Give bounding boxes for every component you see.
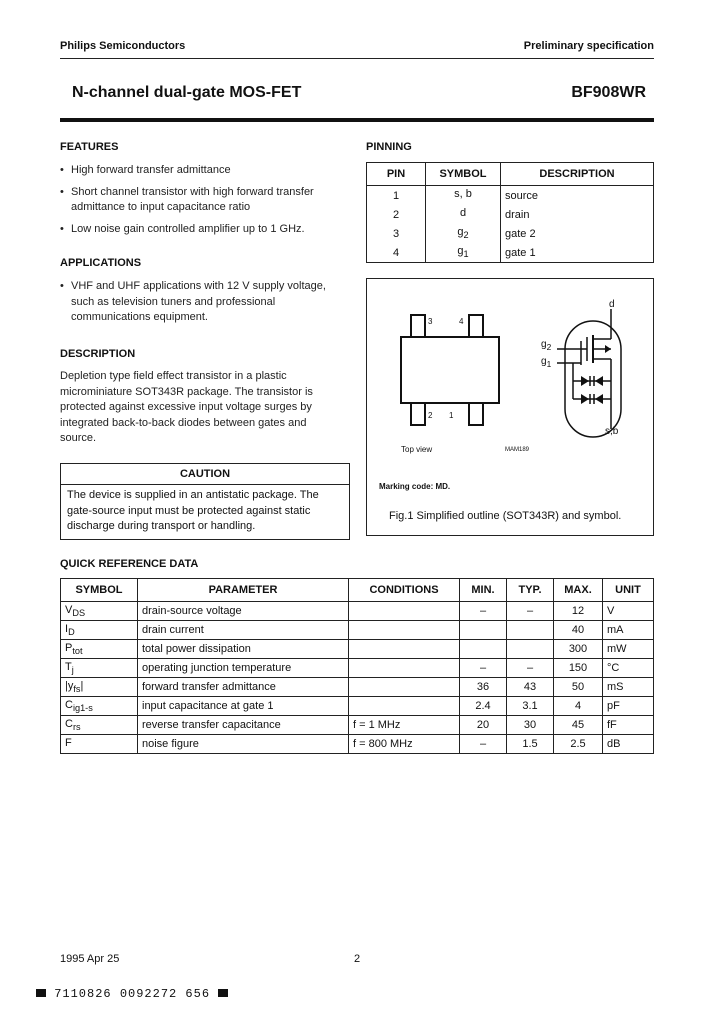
pin-label-1: 1: [449, 411, 454, 420]
param-typ: 30: [507, 716, 554, 735]
param-typ: 1.5: [507, 735, 554, 754]
features-heading: FEATURES: [60, 141, 119, 153]
col-header-unit: UNIT: [603, 579, 654, 602]
param-symbol: $|y_{fs}|$: [61, 678, 138, 697]
param-max: 150: [554, 659, 603, 678]
pin-symbol: d: [426, 205, 501, 224]
quick-reference-table: [60, 578, 654, 754]
quick-reference-heading: QUICK REFERENCE DATA: [60, 558, 199, 570]
col-header-symbol: SYMBOL: [61, 579, 138, 602]
param-symbol: $C_{rs}$: [61, 716, 138, 735]
param-typ: [507, 640, 554, 659]
part-number: BF908WR: [571, 84, 646, 101]
title-rule: [60, 118, 654, 122]
symbol-label-gate2: $g_2$: [541, 339, 552, 352]
param-max: 300: [554, 640, 603, 659]
table-row: [61, 659, 654, 678]
figure-caption: Fig.1 Simplified outline (SOT343R) and symbol.: [389, 510, 622, 522]
symbol-label-source: s,b: [605, 426, 619, 437]
feature-item: • High forward transfer admittance: [60, 163, 340, 179]
pin-label-2: 2: [428, 411, 433, 420]
param-conditions: [349, 621, 460, 640]
pinning-table: [366, 162, 654, 263]
pin-description: gate 2: [501, 224, 654, 243]
lead-1: [469, 403, 483, 425]
param-min: –: [460, 602, 507, 621]
param-conditions: f = 800 MHz: [349, 735, 460, 754]
param-max: 12: [554, 602, 603, 621]
table-row: [61, 716, 654, 735]
figure-box: [366, 278, 654, 536]
param-name: noise figure: [138, 735, 349, 754]
col-header-conditions: CONDITIONS: [349, 579, 460, 602]
page-number: 2: [354, 953, 361, 965]
applications-heading: APPLICATIONS: [60, 257, 142, 269]
param-conditions: [349, 697, 460, 716]
document-status: Preliminary specification: [523, 40, 654, 52]
pin-label-3: 3: [428, 317, 433, 326]
feature-item: • Short channel transistor with high forward transfer admittance to input capacitance ratio: [60, 185, 340, 216]
param-conditions: [349, 678, 460, 697]
lead-2: [411, 403, 425, 425]
param-name: drain current: [138, 621, 349, 640]
param-unit: mS: [603, 678, 654, 697]
pin-number: 4: [367, 243, 426, 263]
param-symbol: $V_{DS}$: [61, 602, 138, 621]
param-conditions: [349, 640, 460, 659]
col-header-typ: TYP.: [507, 579, 554, 602]
symbol-label-gate1: $g_1$: [541, 356, 552, 369]
param-max: 40: [554, 621, 603, 640]
param-min: 36: [460, 678, 507, 697]
param-unit: dB: [603, 735, 654, 754]
param-unit: mA: [603, 621, 654, 640]
param-unit: V: [603, 602, 654, 621]
figure-ref-code: MAM189: [505, 447, 530, 453]
table-row: [61, 678, 654, 697]
col-header-max: MAX.: [554, 579, 603, 602]
table-row: [61, 735, 654, 754]
param-typ: 3.1: [507, 697, 554, 716]
param-unit: °C: [603, 659, 654, 678]
page-title: N-channel dual-gate MOS-FET: [72, 84, 302, 101]
pin-symbol: $g_2$: [426, 224, 501, 243]
caution-heading: CAUTION: [61, 464, 349, 485]
param-conditions: [349, 659, 460, 678]
lead-4: [469, 315, 483, 337]
param-typ: 43: [507, 678, 554, 697]
application-item: • VHF and UHF applications with 12 V supply voltage, such as television tuners and professional communications equipment.: [60, 279, 340, 326]
marking-code: Marking code: MD.: [379, 482, 451, 491]
param-max: 50: [554, 678, 603, 697]
table-row: [61, 640, 654, 659]
param-conditions: [349, 602, 460, 621]
symbol-col-header: SYMBOL: [426, 163, 501, 186]
param-name: operating junction temperature: [138, 659, 349, 678]
footer-date: 1995 Apr 25: [60, 953, 120, 965]
pin-symbol: s, b: [426, 186, 501, 206]
param-name: input capacitance at gate 1: [138, 697, 349, 716]
param-symbol: $C_{ig1-s}$: [61, 697, 138, 716]
param-unit: pF: [603, 697, 654, 716]
param-max: 2.5: [554, 735, 603, 754]
pin-label-4: 4: [459, 317, 464, 326]
param-min: –: [460, 659, 507, 678]
param-symbol: F: [61, 735, 138, 754]
param-min: [460, 621, 507, 640]
top-view-label: Top view: [401, 445, 433, 454]
pin-symbol: $g_1$: [426, 243, 501, 263]
param-typ: –: [507, 602, 554, 621]
symbol-label-drain: d: [609, 299, 615, 310]
pin-number: 2: [367, 205, 426, 224]
param-min: 2.4: [460, 697, 507, 716]
param-min: [460, 640, 507, 659]
param-unit: mW: [603, 640, 654, 659]
table-row: [61, 621, 654, 640]
pin-number: 1: [367, 186, 426, 206]
description-col-header: DESCRIPTION: [501, 163, 654, 186]
param-name: forward transfer admittance: [138, 678, 349, 697]
header-rule: [60, 58, 654, 59]
table-row: [367, 243, 654, 263]
applications-list: [60, 279, 340, 332]
param-symbol: $I_D$: [61, 621, 138, 640]
param-symbol: $P_{tot}$: [61, 640, 138, 659]
param-typ: [507, 621, 554, 640]
barcode: [36, 987, 228, 1001]
pin-description: drain: [501, 205, 654, 224]
pin-description: gate 1: [501, 243, 654, 263]
lead-3: [411, 315, 425, 337]
param-max: 4: [554, 697, 603, 716]
pin-description: source: [501, 186, 654, 206]
table-row: [367, 224, 654, 243]
param-typ: –: [507, 659, 554, 678]
caution-box: [60, 463, 350, 540]
col-header-min: MIN.: [460, 579, 507, 602]
param-name: reverse transfer capacitance: [138, 716, 349, 735]
param-name: drain-source voltage: [138, 602, 349, 621]
param-name: total power dissipation: [138, 640, 349, 659]
table-row: [367, 205, 654, 224]
table-row: [367, 186, 654, 206]
pinning-heading: PINNING: [366, 141, 412, 153]
param-symbol: $T_j$: [61, 659, 138, 678]
pin-col-header: PIN: [367, 163, 426, 186]
param-conditions: f = 1 MHz: [349, 716, 460, 735]
package-body: [401, 337, 499, 403]
pin-number: 3: [367, 224, 426, 243]
param-min: –: [460, 735, 507, 754]
col-header-parameter: PARAMETER: [138, 579, 349, 602]
company-name: Philips Semiconductors: [60, 40, 186, 52]
features-list: [60, 163, 340, 243]
table-row: [61, 602, 654, 621]
feature-item: • Low noise gain controlled amplifier up to 1 GHz.: [60, 222, 340, 238]
caution-text: The device is supplied in an antistatic package. The gate-source input must be protected against static discharge during transport or handling.: [67, 489, 319, 532]
param-min: 20: [460, 716, 507, 735]
barcode-text: 7110826 0092272 656: [54, 987, 211, 1001]
description-heading: DESCRIPTION: [60, 348, 136, 360]
package-outline-diagram: [367, 279, 653, 535]
table-row: [61, 697, 654, 716]
description-text: Depletion type field effect transistor in a plastic microminiature SOT343R package. The transistor is protected against excessive input voltage surges by integrated back-to-back diodes between gates and source.: [60, 370, 313, 444]
param-max: 45: [554, 716, 603, 735]
param-unit: fF: [603, 716, 654, 735]
